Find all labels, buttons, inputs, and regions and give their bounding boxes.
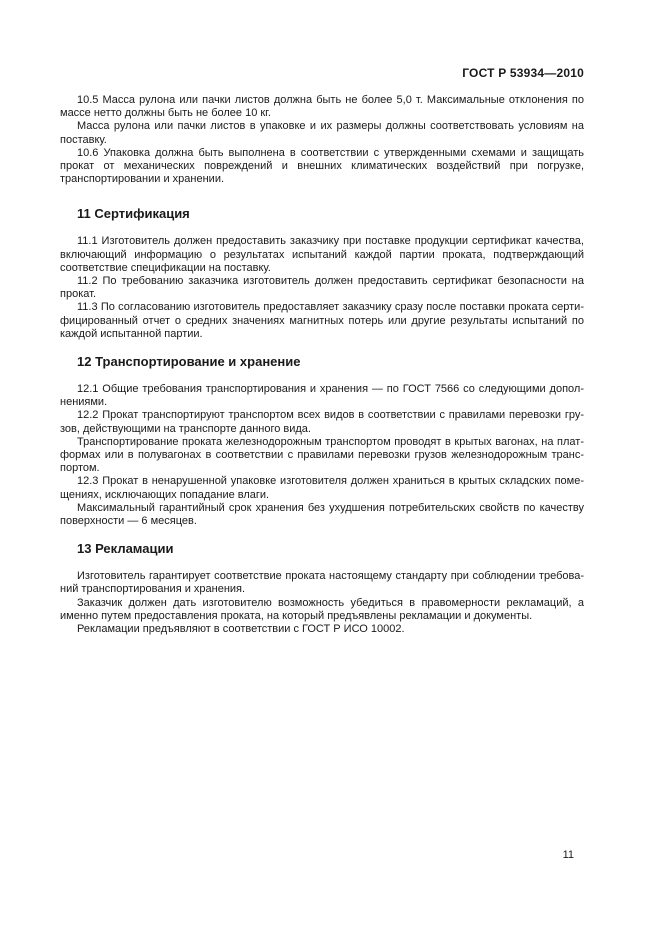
- paragraph-10-6: 10.6 Упаковка должна быть выполнена в соответствии с утвержденными схемами и защищать прокат от механических повреждений и внешних климатических воздействий при погрузке, транспортировании и хранении.: [60, 146, 584, 186]
- paragraph-12-3-storage-term: Максимальный гарантийный срок хранения без ухудшения потребительских свойств по качеству поверхности — 6 месяцев.: [60, 501, 584, 528]
- paragraph-12-3: 12.3 Прокат в ненарушенной упаковке изготовителя должен храниться в крытых складских помещениях, исключающих попадание влаги.: [60, 475, 584, 501]
- paragraph-13-guarantee: Изготовитель гарантирует соответствие проката настоящему стандарту при соблюдении требований транспортирования и хранения.: [60, 570, 584, 596]
- paragraph-12-1: 12.1 Общие требования транспортирования и хранения — по ГОСТ 7566 со следующими дополнениями.: [60, 383, 584, 409]
- paragraph-10-5: 10.5 Масса рулона или пачки листов должна быть не более 5,0 т. Максимальные отклонения по массе нетто должны быть не более 10 кг.: [60, 94, 584, 120]
- paragraph-10-5-packaging: Масса рулона или пачки листов в упаковке и их размеры должны соответствовать условиям на поставку.: [60, 120, 584, 146]
- page-number: 11: [562, 849, 574, 861]
- document-code: ГОСТ Р 53934—2010: [462, 66, 584, 80]
- paragraph-12-2: 12.2 Прокат транспортируют транспортом всех видов в соответствии с правилами перевозки грузов, действующими на транспорте данного вида.: [60, 409, 584, 435]
- paragraph-11-2: 11.2 По требованию заказчика изготовитель должен предоставить сертификат безопасности на прокат.: [60, 275, 584, 301]
- paragraph-13-claims: Рекламации предъявляют в соответствии с ГОСТ Р ИСО 10002.: [77, 623, 405, 636]
- section-11-title: 11 Сертификация: [77, 206, 190, 222]
- paragraph-13-customer: Заказчик должен дать изготовителю возможность убедиться в правомерности рекламаций, а именно путем предоставления проката, на который предъявлены рекламации и документы.: [60, 596, 584, 622]
- document-body: [60, 94, 584, 636]
- section-12-title: 12 Транспортирование и хранение: [77, 354, 301, 370]
- paragraph-11-1: 11.1 Изготовитель должен предоставить заказчику при поставке продукции сертификат качества, включающий информацию о результатах испытаний каждой партии проката, подтверждающий соответствие спецификации на поставку.: [60, 235, 584, 274]
- paragraph-12-2-rail: Транспортирование проката железнодорожным транспортом проводят в крытых вагонах, на платформах или в полувагонах в соответствии с правилами перевозки грузов железнодорожным транспортом.: [60, 435, 584, 475]
- paragraph-11-3: 11.3 По согласованию изготовитель предоставляет заказчику сразу после поставки проката сертифицированный отчет о средних значениях магнитных потерь или другие результаты испытаний по каждой испытанной партии.: [60, 301, 584, 340]
- section-13-title: 13 Рекламации: [77, 541, 174, 557]
